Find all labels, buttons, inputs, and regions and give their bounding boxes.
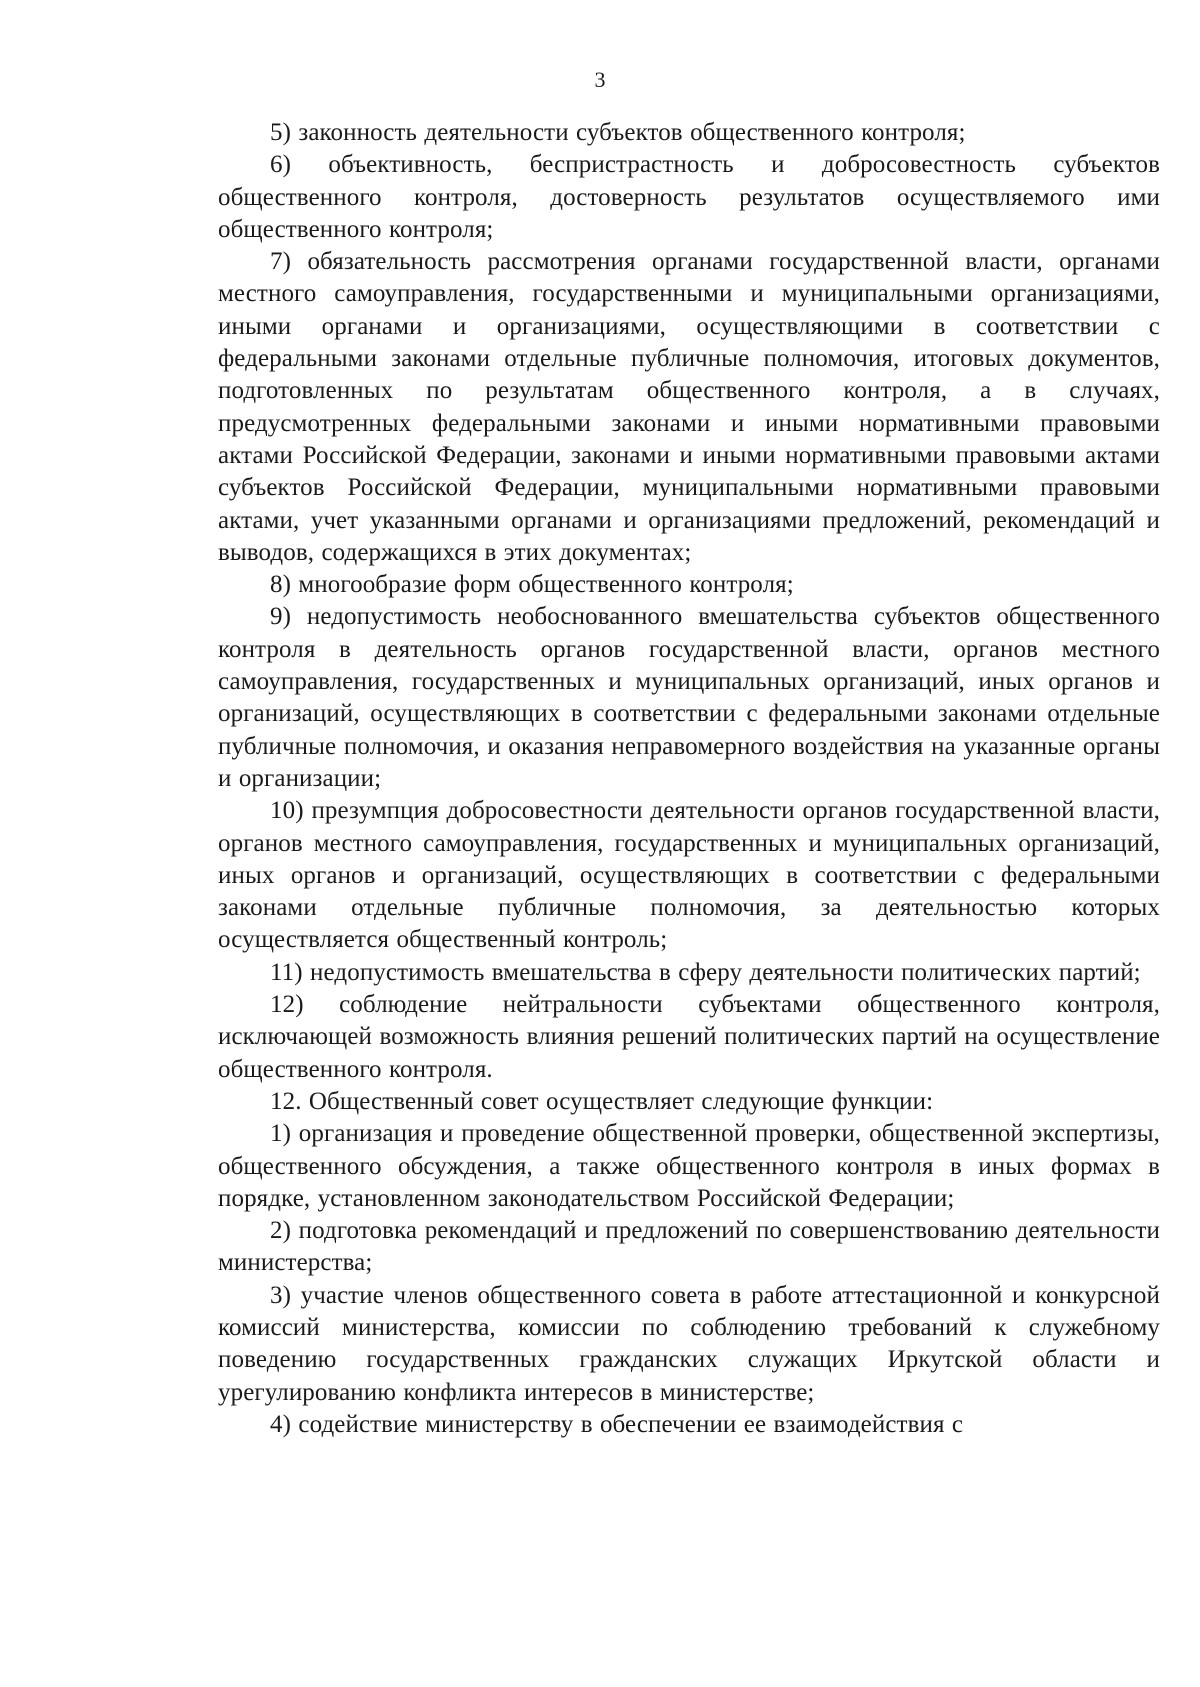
paragraph-item-7: 7) обязательность рассмотрения органами государственной власти, органами местного самоуправления, государственными и муниципальными организациями, иными органами и организациями, осуществляющими в соответствии с федеральными законами отдельные публичные полномочия, итоговых документов, подготовленных по результатам общественного контроля, а в случаях, предусмотренных федеральными законами и иными нормативными правовыми актами Российской Федерации, законами и иными нормативными правовыми актами субъектов Российской Федерации, муниципальными нормативными правовыми актами, учет указанными органами и организациями предложений, рекомендаций и выводов, содержащихся в этих документах; (218, 248, 1160, 566)
paragraph-item-6: 6) объективность, беспристрастность и добросовестность субъектов общественного контроля, достоверность результатов осуществляемого ими общественного контроля; (218, 151, 1160, 243)
function-item-4: 4) содействие министерству в обеспечении ее взаимодействия с (270, 1410, 964, 1438)
function-item-2: 2) подготовка рекомендаций и предложений по совершенствованию деятельности министерства; (218, 1217, 1160, 1277)
section-12-heading: 12. Общественный совет осуществляет следующие функции: (270, 1087, 934, 1115)
paragraph-item-9: 9) недопустимость необоснованного вмешательства субъектов общественного контроля в деятельность органов государственной власти, органов местного самоуправления, государственных и муниципальных организаций, иных органов и организаций, осуществляющих в соответствии с федеральными законами отдельные публичные полномочия, и оказания неправомерного воздействия на указанные органы и организации; (218, 603, 1160, 792)
paragraph-item-12: 12) соблюдение нейтральности субъектами общественного контроля, исключающей возможность влияния решений политических партий на осуществление общественного контроля. (218, 991, 1160, 1083)
paragraph-item-11: 11) недопустимость вмешательства в сферу деятельности политических партий; (270, 958, 1141, 986)
paragraph-item-8: 8) многообразие форм общественного контроля; (270, 571, 794, 599)
function-item-1: 1) организация и проведение общественной проверки, общественной экспертизы, общественного обсуждения, а также общественного контроля в иных формах в порядке, установленном законодательством Российской Федерации; (218, 1120, 1160, 1212)
function-item-3: 3) участие членов общественного совета в работе аттестационной и конкурсной комиссий министерства, комиссии по соблюдению требований к служебному поведению государственных гражданских служащих Иркутской области и урегулированию конфликта интересов в министерстве; (218, 1281, 1160, 1406)
document-body (218, 117, 1160, 1441)
paragraph-item-5: 5) законность деятельности субъектов общественного контроля; (270, 119, 966, 146)
page-number: 3 (594, 67, 606, 92)
paragraph-item-10: 10) презумпция добросовестности деятельности органов государственной власти, органов местного самоуправления, государственных и муниципальных организаций, иных органов и организаций, осуществляющих в соответствии с федеральными законами отдельные публичные полномочия, за деятельностью которых осуществляется общественный контроль; (218, 797, 1160, 954)
